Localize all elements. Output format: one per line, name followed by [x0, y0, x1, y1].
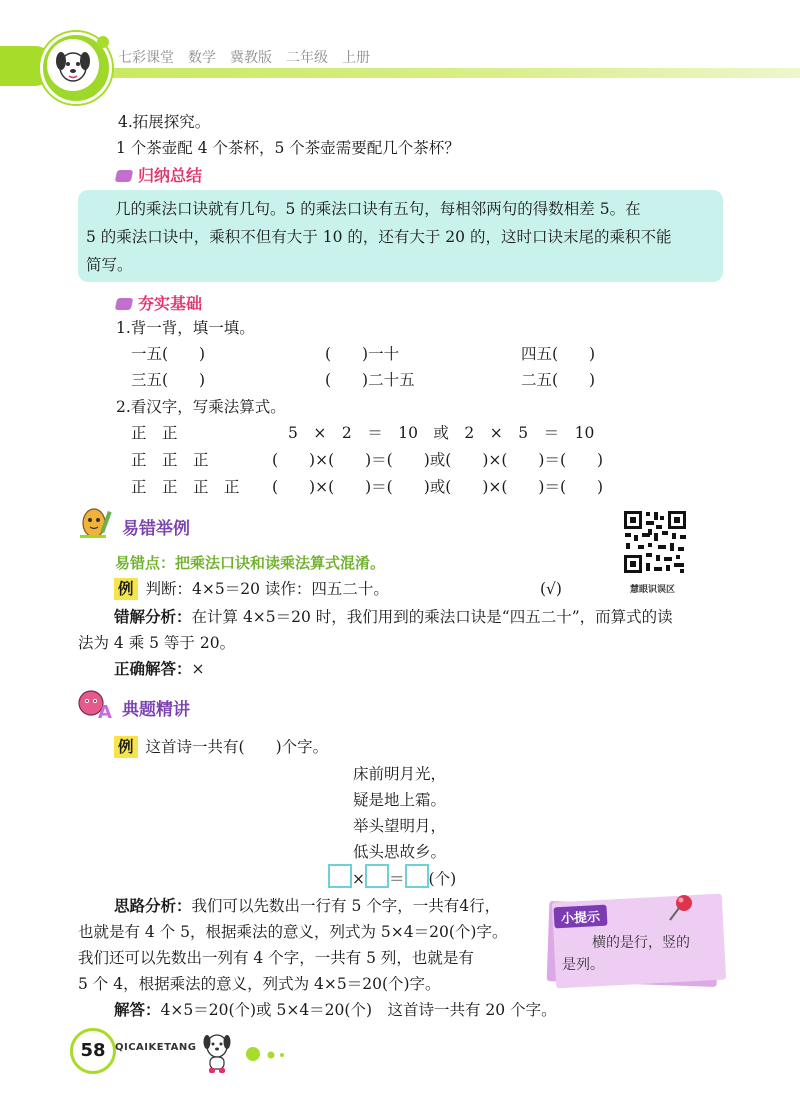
qr-code-icon[interactable] [622, 509, 688, 575]
tally-equation: ( )×( )＝( )或( )×( )＝( ) [272, 451, 604, 469]
page-number: 58 [70, 1028, 116, 1074]
mistake-point: 易错点：把乘法口诀和读乘法算式混淆。 [115, 554, 386, 572]
header-bar [40, 68, 800, 78]
basics-q2: 2.看汉字，写乘法算式。 [116, 398, 286, 416]
tag-icon [115, 298, 134, 310]
fill-item: 一五( ) [131, 345, 206, 363]
answer-box[interactable] [405, 864, 429, 888]
classic-analysis-3: 我们还可以先数出一列有 4 个字，一共有 5 列，也就是有 [78, 949, 474, 967]
fill-item: 二五( ) [521, 371, 596, 389]
judgement-mark: (√) [540, 580, 562, 598]
header-dot [97, 36, 109, 48]
answer-label: 解答： [114, 1001, 161, 1019]
qr-caption: 慧眼识误区 [630, 585, 676, 595]
basics-tag: 夯实基础 [116, 291, 202, 314]
tip-line-2: 是列。 [562, 957, 604, 973]
letters-mascot-icon [76, 688, 114, 722]
pushpin-icon [664, 892, 698, 926]
pencil-mascot-icon [76, 505, 112, 541]
classic-title: 典题精讲 [122, 700, 190, 720]
classic-analysis-4: 5 个 4，根据乘法的意义，列式为 4×5＝20(个)字。 [78, 975, 441, 993]
fill-item: 四五( ) [521, 345, 596, 363]
classic-question: 例 这首诗一共有( )个字。 [114, 736, 328, 758]
analysis-label: 思路分析： [114, 897, 192, 915]
mistake-example-text: 判断：4×5＝20 读作：四五二十。 [145, 580, 389, 598]
tally-chars: 正 正 正 [131, 451, 209, 469]
classic-analysis-1: 思路分析：我们可以先数出一行有 5 个字，一共有4行， [114, 897, 501, 915]
tag-icon [115, 170, 134, 182]
svg-text:A: A [98, 702, 112, 722]
tally-equation: ( )×( )＝( )或( )×( )＝( ) [272, 478, 604, 496]
answer-label: 正确解答： [114, 660, 192, 678]
summary-line-3: 简写。 [86, 256, 133, 274]
example-badge: 例 [114, 736, 138, 758]
footer-brand: QICAIKETANG [115, 1042, 197, 1053]
tally-chars: 正 正 [131, 424, 178, 442]
summary-line-1: 几的乘法口诀就有几句。5 的乘法口诀有五句，每相邻两句的得数相差 5。在 [115, 200, 641, 218]
blank-equation: × ＝ (个) [328, 864, 456, 890]
example-badge: 例 [114, 578, 138, 600]
mistake-title: 易错举例 [122, 519, 190, 539]
fill-item: ( )一十 [325, 345, 400, 363]
tally-equation: 5 × 2 ＝ 10 或 2 × 5 ＝ 10 [288, 424, 595, 442]
mistake-answer: 正确解答：× [114, 660, 205, 678]
dog-mascot-icon [200, 1030, 234, 1076]
mistake-analysis-2: 法为 4 乘 5 等于 20。 [78, 634, 236, 652]
explore-question: 1 个茶壶配 4 个茶杯，5 个茶壶需要配几个茶杯？ [116, 139, 460, 157]
mistake-example [114, 578, 389, 600]
classic-answer: 解答：4×5＝20(个)或 5×4＝20(个) 这首诗一共有 20 个字。 [114, 1001, 557, 1019]
tip-label: 小提示 [553, 905, 607, 929]
summary-tag: 归纳总结 [116, 163, 202, 186]
mistake-analysis-1: 错解分析：在计算 4×5＝20 时，我们用到的乘法口诀是“四五二十”，而算式的读 [114, 608, 673, 626]
poem-line: 举头望明月， [353, 817, 447, 835]
answer-box[interactable] [365, 864, 389, 888]
summary-line-2: 5 的乘法口诀中，乘积不但有大于 10 的，还有大于 20 的，这时口诀末尾的乘积不能 [86, 228, 672, 246]
tally-chars: 正 正 正 正 [131, 478, 240, 496]
basics-q1: 1.背一背，填一填。 [116, 319, 255, 337]
explore-heading: 4.拓展探究。 [118, 113, 211, 131]
poem-line: 疑是地上霜。 [353, 791, 447, 809]
header-title: 七彩课堂 数学 冀教版 二年级 上册 [118, 50, 370, 66]
classic-analysis-2: 也就是有 4 个 5，根据乘法的意义，列式为 5×4＝20(个)字。 [78, 923, 508, 941]
footer-dots [245, 1046, 295, 1062]
poem-line: 低头思故乡。 [353, 843, 447, 861]
fill-item: ( )二十五 [325, 371, 415, 389]
answer-box[interactable] [328, 864, 352, 888]
dog-mascot-icon [43, 35, 103, 95]
fill-item: 三五( ) [131, 371, 206, 389]
analysis-label: 错解分析： [114, 608, 192, 626]
tip-line-1: 横的是行，竖的 [592, 935, 690, 951]
poem-line: 床前明月光， [353, 765, 447, 783]
